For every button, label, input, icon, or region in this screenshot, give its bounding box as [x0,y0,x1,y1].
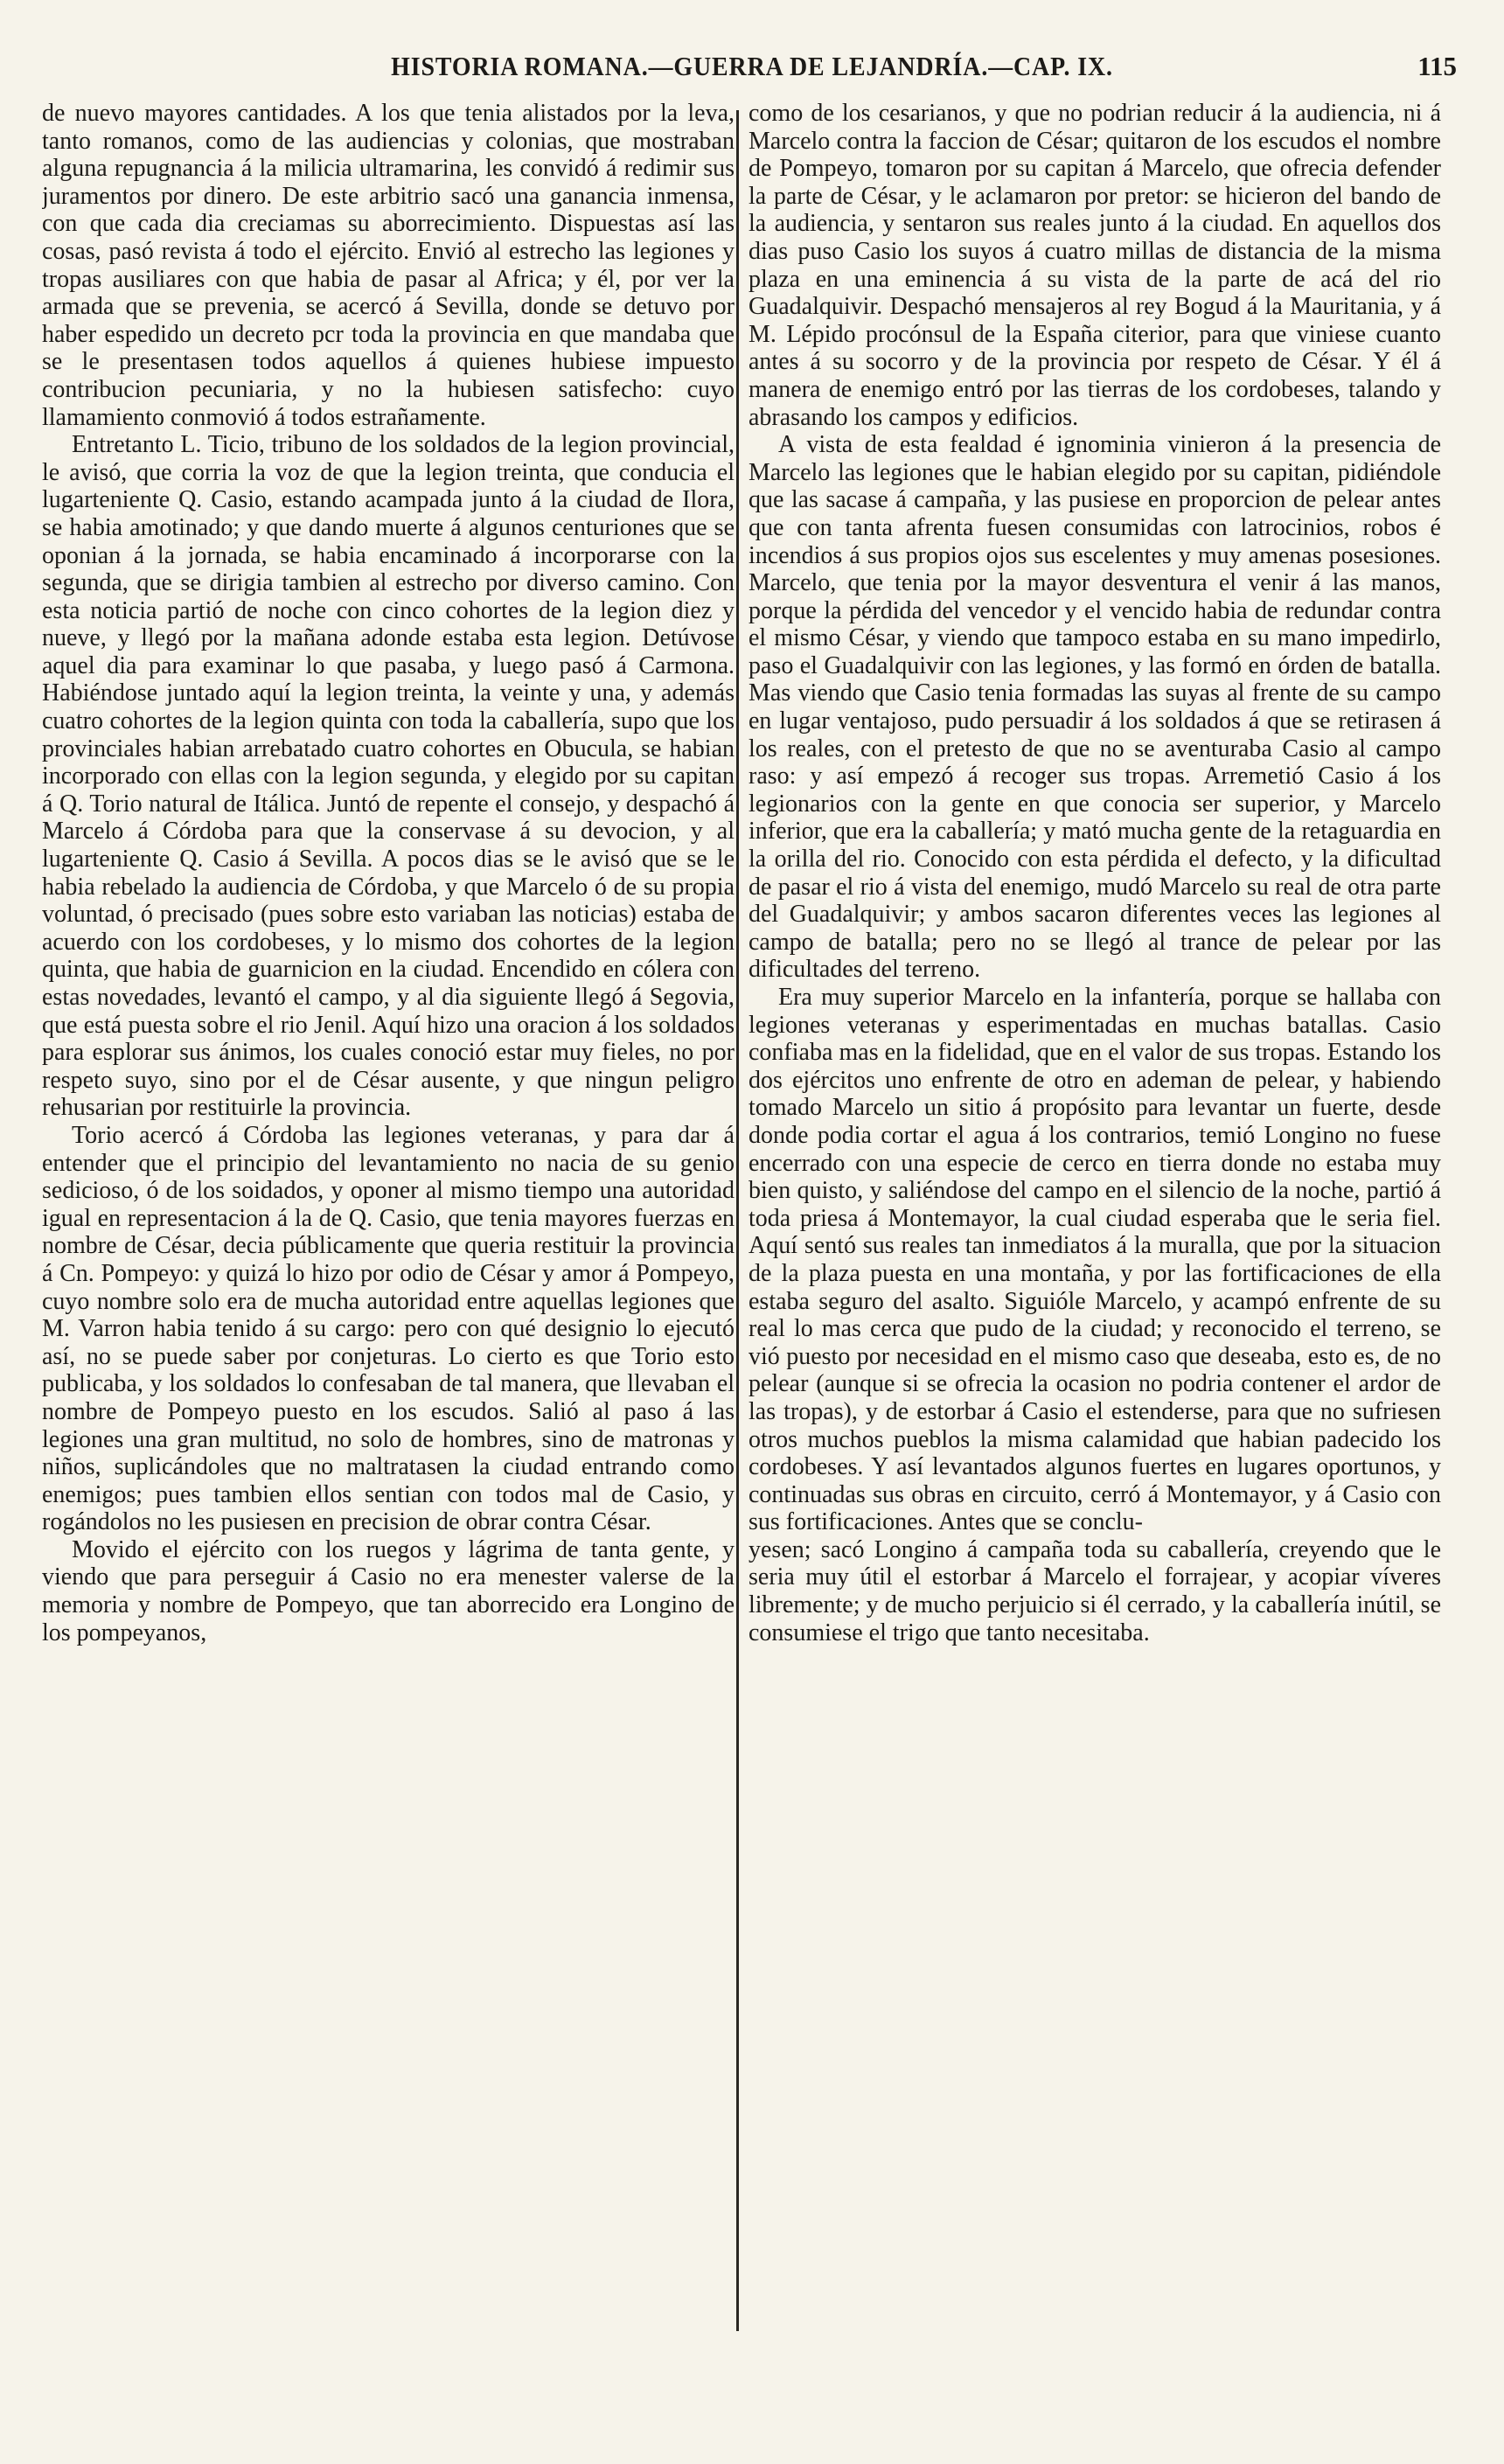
paragraph: A vista de esta fealdad é ignominia vinieron á la presencia de Marcelo las legiones que le habian elegido por su capitan, pidiéndole que las sacase á campaña, y las pusiese en proporcion de pelear antes que con tanta afrenta fuesen consumidas con latrocinios, robos é incendios á sus propios ojos sus escelentes y muy amenas posesiones. Marcelo, que tenia por la mayor desventura el venir á las manos, porque la pérdida del vencedor y el vencido habia de redundar contra el mismo César, y viendo que tampoco estaba en su mano impedirlo, paso el Guadalquivir con las legiones, y las formó en órden de batalla. Mas viendo que Casio tenia formadas las suyas al frente de su campo en lugar ventajoso, pudo persuadir á los soldados á que se retirasen á los reales, con el pretesto de que no se aventuraba Casio al campo raso: y así empezó á recoger sus tropas. Arremetió Casio á los legionarios con la gente en que conocia ser superior, y Marcelo inferior, que era la caballería; y mató mucha gente de la retaguardia en la orilla del rio. Conocido con esta pérdida el defecto, y la dificultad de pasar el rio á vista del enemigo, mudó Marcelo su real de otra parte del Guadalquivir; y ambos sacaron diferentes veces las legiones al campo de batalla; pero no se llegó al trance de pelear por las dificultades del terreno. [749,431,1441,984]
paragraph: como de los cesarianos, y que no podrian reducir á la audiencia, ni á Marcelo contra la faccion de César; quitaron de los escudos el nombre de Pompeyo, tomaron por su capitan á Marcelo, que ofrecia defender la parte de César, y le aclamaron por pretor: se hicieron del bando de la audiencia, y sentaron sus reales junto á la ciudad. En aquellos dos dias puso Casio los suyos á cuatro millas de distancia de la misma plaza en una eminencia á su vista de la parte de acá del rio Guadalquivir. Despachó mensajeros al rey Bogud á la Mauritania, y á M. Lépido procónsul de la España citerior, para que viniese cuanto antes á su socorro y de la provincia por respeto de César. Y él á manera de enemigo entró por las tierras de los cordobeses, talando y abrasando los campos y edificios. [749,100,1441,431]
page-number: 115 [1417,51,1457,81]
paragraph: Movido el ejército con los ruegos y lágrima de tanta gente, y viendo que para perseguir á Casio no era menester valerse de la memoria y nombre de Pompeyo, que tan aborrecido era Longino de los pompeyanos, [42,1535,735,1646]
paragraph: de nuevo mayores cantidades. A los que tenia alistados por la leva, tanto romanos, como de las audiencias y colonias, que mostraban alguna repugnancia á la milicia ultramarina, les convidó á redimir sus juramentos por dinero. De este arbitrio sacó una ganancia inmensa, con que cada dia creciamas su aborrecimiento. Dispuestas así las cosas, pasó revista á todo el ejército. Envió al estrecho las legiones y tropas ausiliares con que habia de pasar al Africa; y él, por ver la armada que se prevenia, se acercó á Sevilla, donde se detuvo por haber espedido un decreto pcr toda la provincia en que mandaba que se le presentasen todos aquellos á quienes hubiese impuesto contribucion pecuniaria, y no la hubiesen satisfecho: cuyo llamamiento conmovió á todos estrañamente. [42,100,735,431]
paragraph: yesen; sacó Longino á campaña toda su caballería, creyendo que le seria muy útil el estorbar á Marcelo el forrajear, y acopiar víveres libremente; y de mucho perjuicio si él cerrado, y la caballería inútil, se consumiese el trigo que tanto necesitaba. [749,1535,1441,1646]
paragraph: Entretanto L. Ticio, tribuno de los soldados de la legion provincial, le avisó, que corria la voz de que la legion treinta, que conducia el lugarteniente Q. Casio, estando acampada junto á la ciudad de Ilora, se habia amotinado; y que dando muerte á algunos centuriones que se oponian á la jornada, se habia encaminado á incorporarse con la segunda, que se dirigia tambien al estrecho por diverso camino. Con esta noticia partió de noche con cinco cohortes de la legion diez y nueve, y llegó por la mañana adonde estaba esta legion. Detúvose aquel dia para examinar lo que pasaba, y luego pasó á Carmona. Habiéndose juntado aquí la legion treinta, la veinte y una, y además cuatro cohortes de la legion quinta con toda la caballería, supo que los provinciales habian arrebatado cuatro cohortes en Obucula, se habian incorporado con ellas con la legion segunda, y elegido por su capitan á Q. Torio natural de Itálica. Juntó de repente el consejo, y despachó á Marcelo á Córdoba para que la conservase á su devocion, y al lugarteniente Q. Casio á Sevilla. A pocos dias se le avisó que se le habia rebelado la audiencia de Córdoba, y que Marcelo ó de su propia voluntad, ó precisado (pues sobre esto variaban las noticias) estaba de acuerdo con los cordobeses, y lo mismo dos cohortes de la legion quinta, que habia de guarnicion en la ciudad. Encendido en cólera con estas novedades, levantó el campo, y al dia siguiente llegó á Segovia, que está puesta sobre el rio Jenil. Aquí hizo una oracion á los soldados para esplorar sus ánimos, los cuales conoció estar muy fieles, no por respeto suyo, sino por el de César ausente, y que ningun peligro rehusarian por restituirle la provincia. [42,431,735,1122]
column-divider [736,110,739,2331]
paragraph: Era muy superior Marcelo en la infantería, porque se hallaba con legiones veteranas y esperimentadas en muchas batallas. Casio confiaba mas en la fidelidad, que en el valor de sus tropas. Estando los dos ejércitos uno enfrente de otro en ademan de pelear, y habiendo tomado Marcelo un sitio á propósito para levantar un fuerte, desde donde podia cortar el agua á los contrarios, temió Longino no fuese encerrado con una especie de cerco en tierra donde no estaba muy bien quisto, y saliéndose del campo en el silencio de la noche, partió á toda priesa á Montemayor, la cual ciudad esperaba que le seria fiel. Aquí sentó sus reales tan inmediatos á la muralla, que por la situacion de la plaza puesta en una montaña, y por las fortificaciones de ella estaba seguro del asalto. Siguióle Marcelo, y acampó enfrente de su real lo mas cerca que pudo de la ciudad; y reconocido el terreno, se vió puesto por necesidad en el mismo caso que deseaba, esto es, de no pelear (aunque si se ofrecia la ocasion no podria contener el ardor de las tropas), y de estorbar á Casio el estenderse, para que no sufriesen otros muchos pueblos la misma calamidad que habian padecido los cordobeses. Y así levantados algunos fuertes en lugares oportunos, y continuadas sus obras en circuito, cerró á Montemayor, y á Casio con sus fortificaciones. Antes que se conclu- [749,984,1441,1536]
left-column [42,100,735,2338]
running-header [35,51,1469,89]
right-column [749,100,1441,2338]
page-title: HISTORIA ROMANA.—GUERRA DE LEJANDRÍA.—CAP. IX. [391,51,1113,81]
paragraph: Torio acercó á Córdoba las legiones veteranas, y para dar á entender que el principio del levantamiento no nacia de su genio sedicioso, ó de los soidados, y oponer al mismo tiempo una autoridad igual en representacion á la de Q. Casio, que tenia mayores fuerzas en nombre de César, decia públicamente que queria restituir la provincia á Cn. Pompeyo: y quizá lo hizo por odio de César y amor á Pompeyo, cuyo nombre solo era de mucha autoridad entre aquellas legiones que M. Varron habia tenido á su cargo: pero con qué designio lo ejecutó así, no se puede saber por conjeturas. Lo cierto es que Torio esto publicaba, y los soldados lo confesaban de tal manera, que llevaban el nombre de Pompeyo puesto en los escudos. Salió al paso á las legiones una gran multitud, no solo de hombres, sino de matronas y niños, suplicándoles que no maltratasen la ciudad entrando como enemigos; pues tambien ellos sentian con todos mal de Casio, y rogándolos no les pusiesen en precision de obrar contra César. [42,1121,735,1536]
